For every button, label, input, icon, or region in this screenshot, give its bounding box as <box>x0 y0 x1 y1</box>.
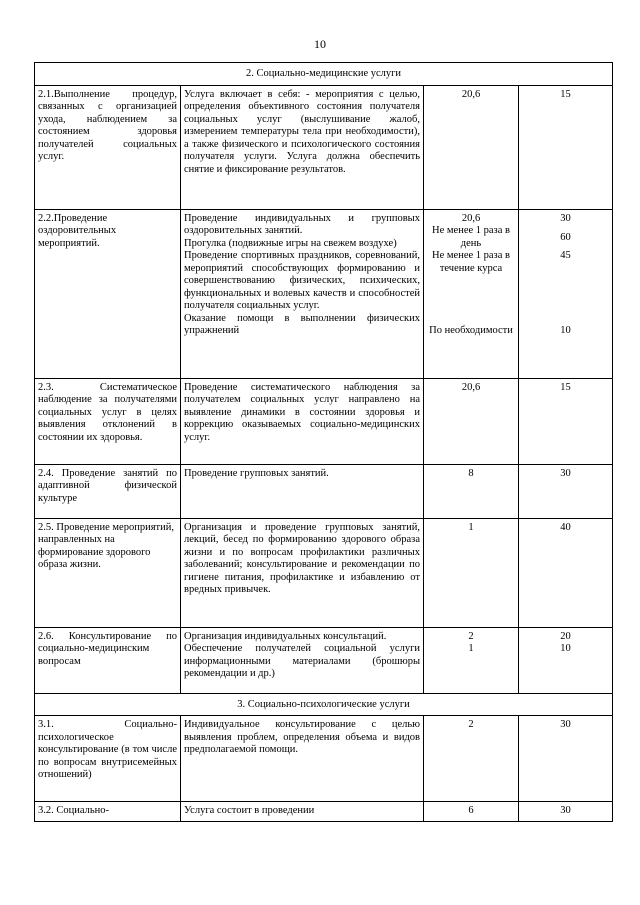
service-frequency: 1 <box>424 518 519 627</box>
service-duration: 15 <box>519 85 613 209</box>
table-row <box>35 716 613 802</box>
table-row <box>35 627 613 693</box>
duration-line: 45 <box>560 250 571 261</box>
duration-line: 20 <box>560 630 571 642</box>
service-description <box>181 209 424 378</box>
description-line: Оказание помощи в выполнении физических упражнений <box>184 312 420 336</box>
description-line: Прогулка (подвижные игры на свежем воздухе) <box>184 237 397 249</box>
service-name: 2.4. Проведение занятий по адаптивной физической культуре <box>35 464 181 518</box>
service-duration <box>519 209 613 378</box>
table-row <box>35 802 613 822</box>
service-description: Проведение групповых занятий. <box>181 464 424 518</box>
service-frequency <box>424 627 519 693</box>
frequency-line: Не менее 1 раза в течение курса <box>432 250 510 274</box>
table-row <box>35 209 613 378</box>
service-description: Проведение систематического наблюдения за получателем социальных услуг направлено на выявление динамики в состоянии здоровья и коррекцию оказываемых социально-медицинских услуг. <box>181 378 424 464</box>
frequency-line: 2 <box>468 630 474 642</box>
services-table <box>34 62 613 822</box>
service-frequency: 8 <box>424 464 519 518</box>
section-title: 2. Социально-медицинские услуги <box>35 63 613 86</box>
service-duration: 30 <box>519 464 613 518</box>
service-description: Организация и проведение групповых занятий, лекций, бесед по формированию здорового образа жизни и по вопросам профилактики различных заболеваний; консультирование и рекомендации по гигиене питания, профилактике и избавлению от вредных привычек. <box>181 518 424 627</box>
duration-line: 30 <box>560 212 571 224</box>
section-header-row <box>35 693 613 716</box>
service-duration: 30 <box>519 716 613 802</box>
service-name: 3.1. Социально-психологическое консультирование (в том числе по вопросам внутрисемейных отношений) <box>35 716 181 802</box>
service-duration <box>519 627 613 693</box>
table-row <box>35 85 613 209</box>
service-description: Услуга включает в себя: - мероприятия с целью, определения объективного состояния получателя социальных услуг (выслушивание жалоб, измерением температуры тела при необходимости), а также физического и психологического состояния получателя услуги. Услуга должна обеспечить снятие и фиксирование результатов. <box>181 85 424 209</box>
service-duration: 15 <box>519 378 613 464</box>
frequency-line: 1 <box>468 643 474 654</box>
frequency-line: 20,6 <box>461 212 481 224</box>
service-frequency: 2 <box>424 716 519 802</box>
table-row <box>35 518 613 627</box>
service-name: 3.2. Социально- <box>35 802 181 822</box>
service-frequency: 20,6 <box>424 378 519 464</box>
service-duration: 40 <box>519 518 613 627</box>
service-frequency: 20,6 <box>424 85 519 209</box>
service-name: 2.6. Консультирование по социально-медицинским вопросам <box>35 627 181 693</box>
description-line: Организация индивидуальных консультаций. <box>184 630 387 642</box>
service-description: Услуга состоит в проведении <box>181 802 424 822</box>
duration-line: 10 <box>560 325 571 336</box>
frequency-line: Не менее 1 раза в день <box>432 225 510 249</box>
section-title: 3. Социально-психологические услуги <box>35 693 613 716</box>
service-name: 2.1.Выполнение процедур, связанных с организацией ухода, наблюдением за состоянием здоровья получателей социальных услуг. <box>35 85 181 209</box>
description-line: Проведение индивидуальных и групповых оздоровительных занятий. <box>184 212 420 236</box>
page-number: 10 <box>314 37 326 51</box>
service-duration: 30 <box>519 802 613 822</box>
frequency-line: По необходимости <box>429 325 513 336</box>
table-row <box>35 464 613 518</box>
table-row <box>35 378 613 464</box>
description-line: Обеспечение получателей социальной услуги информационными материалами (брошюры рекомендации и др.) <box>184 643 420 679</box>
section-header-row <box>35 63 613 86</box>
service-frequency: 6 <box>424 802 519 822</box>
duration-line: 60 <box>560 232 571 243</box>
description-line: Проведение спортивных праздников, соревнований, мероприятий способствующих формированию и совершенствованию физических, психических, функциональных и волевых качеств и способностей получателя социальных услуг. <box>184 250 420 311</box>
service-frequency <box>424 209 519 378</box>
service-name: 2.2.Проведение оздоровительных мероприятий. <box>35 209 181 378</box>
duration-line: 10 <box>560 643 571 654</box>
service-description: Индивидуальное консультирование с целью выявления проблем, определения объема и видов предполагаемой помощи. <box>181 716 424 802</box>
service-name: 2.3. Систематическое наблюдение за получателями социальных услуг в целях выявления отклонений в состоянии их здоровья. <box>35 378 181 464</box>
service-description <box>181 627 424 693</box>
service-name: 2.5. Проведение мероприятий, направленных на формирование здорового образа жизни. <box>35 518 181 627</box>
